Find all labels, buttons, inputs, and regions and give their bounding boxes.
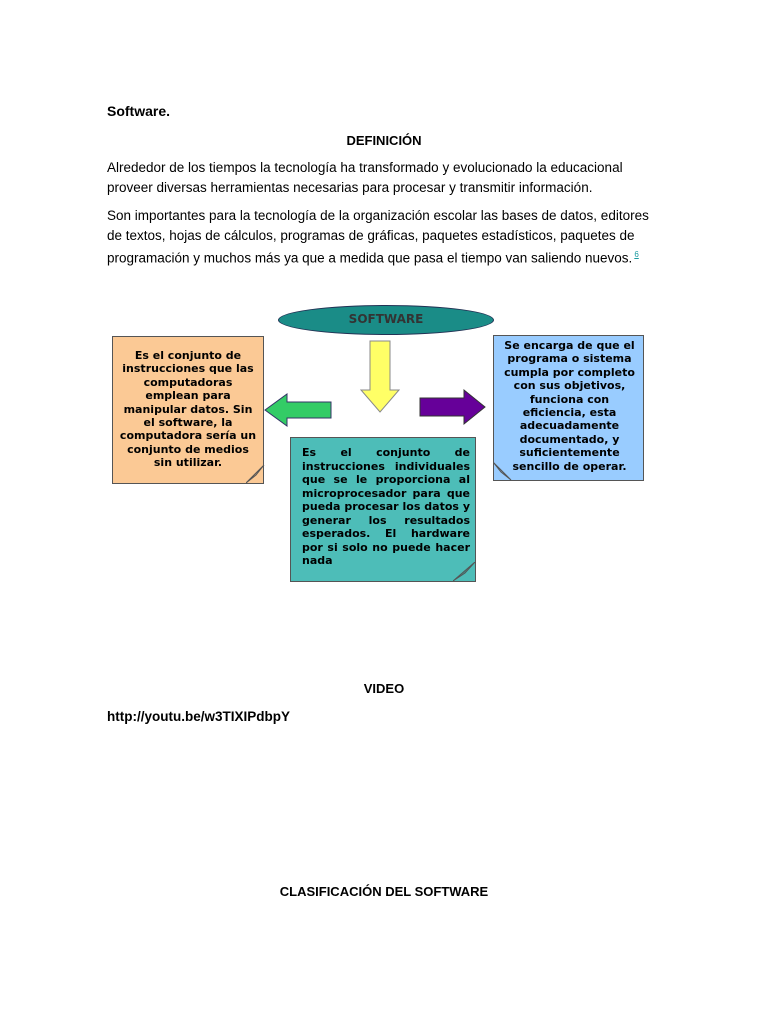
- definition-box-left: [112, 336, 264, 484]
- software-oval: SOFTWARE: [278, 305, 494, 335]
- arrow-right-icon: [419, 388, 487, 426]
- definition-heading: DEFINICIÓN: [346, 133, 422, 148]
- definition-box-center-text: Es el conjunto de instrucciones individuales que se le proporciona al microprocesador para que pueda procesar los datos y generar los resultados esperados. El hardware por si solo no puede hacer nada: [302, 446, 470, 567]
- arrow-down-icon: [359, 340, 401, 414]
- video-heading: VIDEO: [363, 681, 405, 696]
- definition-box-right: [493, 335, 644, 481]
- definition-box-center: [290, 437, 476, 582]
- video-url-link[interactable]: http://youtu.be/w3TIXIPdbpY: [107, 709, 290, 724]
- document-title: Software.: [107, 103, 171, 119]
- paragraph-importance: [107, 206, 667, 268]
- definition-box-right-text: Se encarga de que el programa o sistema cumpla por completo con sus objetivos, funciona con eficiencia, esta adecuadamente documentado, y suficientemente sencillo de operar.: [504, 339, 635, 473]
- paragraph-importance-text: Son importantes para la tecnología de la organización escolar las bases de datos, editores de textos, hojas de cálculos, programas de gráficas, paquetes estadísticos, paquetes de programación y muchos más ya que a medida que pasa el tiempo van saliendo nuevos.: [107, 208, 649, 266]
- page-fold-right: [493, 462, 512, 481]
- classification-heading: CLASIFICACIÓN DEL SOFTWARE: [279, 884, 489, 899]
- paragraph-intro: Alrededor de los tiempos la tecnología ha transformado y evolucionado la educacional proveer diversas herramientas necesarias para procesar y transmitir información.: [107, 160, 623, 195]
- definition-box-left-text: Es el conjunto de instrucciones que las computadoras emplean para manipular datos. Sin el software, la computadora sería un conjunto de medios sin utilizar.: [119, 349, 257, 470]
- page-fold-center: [453, 562, 476, 582]
- page-fold-left: [246, 465, 265, 484]
- arrow-left-icon: [263, 392, 333, 428]
- footnote-reference-link[interactable]: 6: [634, 250, 639, 259]
